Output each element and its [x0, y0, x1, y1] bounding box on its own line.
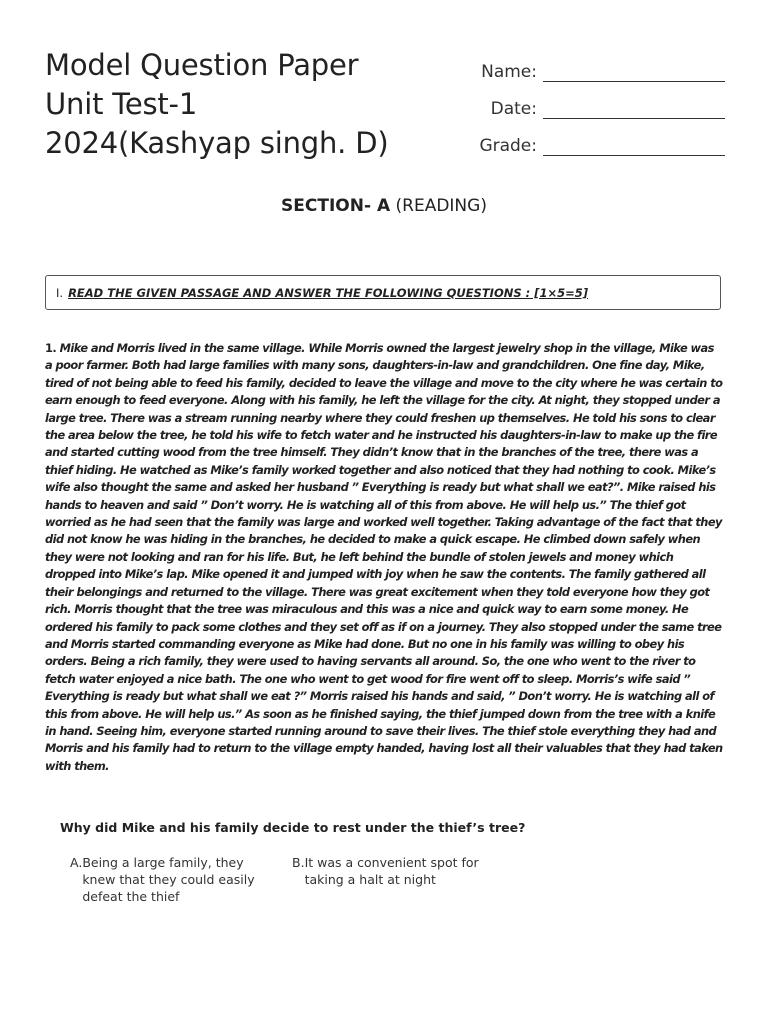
passage-text: Mike and Morris lived in the same village. While Morris owned the largest jewelry shop in the village, Mike was a poor farmer. Both had large families with many sons, daughters-in-law and grandchildren. One fine day, Mike, tired of not being able to feed his family, decided to leave the village and move to the city where he was certain to earn enough to feed everyone. Along with his family, he left the village for the city. At night, they stopped under a large tree. There was a stream running nearby where they could freshen up themselves. He told his sons to clear the area below the tree, he told his wife to fetch water and he instructed his daughters-in-law to make up the fire and started cutting wood from the tree himself. They didn’t know that in the branches of the tree, there was a thief hiding. He watched as Mike’s family worked together and also noticed that they had nothing to cook. Mike’s wife also thought the same and asked her husband ” Everything is ready but what shall we eat?”. Mike raised his hands to heaven and said ” Don’t worry. He is watching all of this from above. He will help us.” The thief got worried as he had seen that the family was large and worked well together. Taking advantage of the fact that they did not know he was hiding in the branches, he decided to make a quick escape. He climbed down safely when they were not looking and ran for his life. But, he left behind the bundle of stolen jewels and money which dropped into Mike’s lap. Mike opened it and jumped with joy when he saw the contents. The family gathered all their belongings and returned to the village. There was great excitement when they told everyone how they got rich. Morris thought that the tree was miraculous and this was a nice and quick way to earn some money. He ordered his family to pack some clothes and they set off as if on a journey. They also stopped under the same tree and Morris started commanding everyone as Mike had done. But no one in his family was willing to obey his orders. Being a rich family, they were used to having servants all around. So, the one who went to the river to fetch water enjoyed a nice bath. The one who went to get wood for fire went off to sleep. Morris’s wife said ” Everything is ready but what shall we eat ?” Morris raised his hands and said, ” Don’t worry. He is watching all of this from above. He will help us.” As soon as he finished saying, the thief jumped down from the tree with a knife in hand. Seeing him, everyone started running around to save their lives. The thief stole everything they had and Morris and his family had to return to the village empty handed, having lost all their valuables that they had taken with them.: [45, 341, 723, 773]
option-b-text: It was a convenient spot for taking a halt at night: [304, 855, 479, 887]
grade-field: [470, 121, 725, 158]
student-info-fields: [470, 47, 725, 158]
option-a-letter: A.: [70, 855, 83, 870]
question-text: Why did Mike and his family decide to rest under the thief’s tree?: [60, 820, 526, 835]
section-heading: [0, 196, 768, 216]
date-field: [470, 84, 725, 121]
date-label: Date:: [490, 99, 537, 119]
grade-blank[interactable]: [543, 133, 725, 156]
grade-label: Grade:: [479, 136, 537, 156]
option-a[interactable]: [70, 854, 270, 905]
option-b-letter: B.: [292, 855, 305, 870]
name-blank[interactable]: [543, 59, 725, 82]
passage-number: 1.: [45, 341, 57, 355]
option-b[interactable]: [292, 854, 502, 888]
title-line-1: Model Question Paper: [45, 48, 359, 82]
title-line-3: 2024(Kashyap singh. D): [45, 126, 389, 160]
instruction-number: I.: [56, 285, 64, 300]
reading-passage: [45, 340, 723, 775]
section-label: SECTION- A: [281, 196, 391, 216]
option-a-text: Being a large family, they knew that they could easily defeat the thief: [82, 855, 255, 904]
title-line-2: Unit Test-1: [45, 87, 198, 121]
instruction-box: [45, 275, 721, 310]
section-subtitle: (READING): [390, 196, 487, 216]
date-blank[interactable]: [543, 96, 725, 119]
instruction-text: READ THE GIVEN PASSAGE AND ANSWER THE FOLLOWING QUESTIONS : [1×5=5]: [68, 285, 589, 300]
paper-title: [45, 46, 388, 163]
name-field: [470, 47, 725, 84]
name-label: Name:: [481, 62, 537, 82]
